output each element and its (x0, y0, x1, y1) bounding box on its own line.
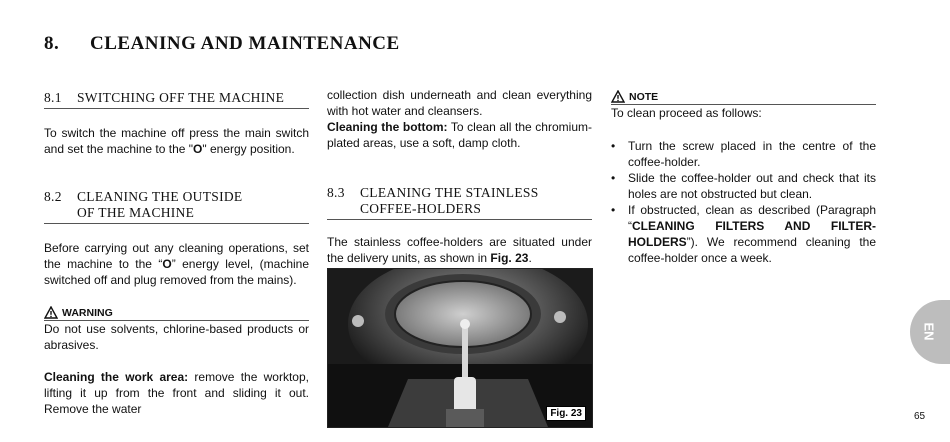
list-item: • Turn the screw placed in the centre of the coffee-holder. (611, 138, 876, 170)
warning-heading: WARNING (44, 306, 309, 321)
note-heading: NOTE (611, 90, 876, 105)
section-8-1-body: To switch the machine off press the main switch and set the machine to the "O" energy position. (44, 126, 309, 156)
chapter-title-text: CLEANING AND MAINTENANCE (90, 33, 400, 54)
column-3 (611, 90, 876, 266)
chapter-number: 8. (44, 33, 60, 54)
figure-23-label: Fig. 23 (546, 406, 586, 421)
language-tab-label: EN (921, 322, 937, 341)
coffee-holder-photo-image (328, 269, 592, 427)
column-1 (44, 90, 309, 417)
note-bullet-list (611, 138, 876, 266)
list-item: • Slide the coffee-holder out and check that its holes are not obstructed but clean. (611, 170, 876, 202)
warning-triangle-icon (44, 306, 58, 319)
note-intro: To clean proceed as follows: (611, 106, 762, 120)
note-warning-triangle-icon (611, 90, 625, 103)
language-tab (910, 300, 950, 364)
page-number: 65 (914, 411, 926, 422)
work-area-text: Cleaning the work area: remove the worktop, lifting it up from the front and sliding it out. Remove the water (44, 370, 309, 416)
section-8-1-heading: 8.1 SWITCHING OFF THE MACHINE (44, 90, 309, 109)
list-item: • If obstructed, clean as described (Paragraph “CLEANING FILTERS AND FILTER-HOLDERS”). We recommend cleaning the coffee-holder once a week. (611, 202, 876, 266)
section-8-3-heading: 8.3 CLEANING THE STAINLESS COFFEE-HOLDERS (327, 185, 592, 220)
continued-text: collection dish underneath and clean everything with hot water and cleansers. (327, 88, 592, 118)
warning-text: Do not use solvents, chlorine-based products or abrasives. (44, 322, 309, 352)
section-8-2-heading: 8.2 CLEANING THE OUTSIDE OF THE MACHINE (44, 189, 309, 224)
cleaning-bottom-text: Cleaning the bottom: To clean all the chromium-plated areas, use a soft, damp cloth. (327, 120, 592, 150)
column-2 (327, 87, 592, 266)
figure-23-photo (327, 268, 593, 428)
chapter-title (44, 33, 400, 55)
section-8-3-body: The stainless coffee-holders are situated under the delivery units, as shown in Fig. 23. (327, 235, 592, 265)
section-8-2-body: Before carrying out any cleaning operations, set the machine to the “O” energy level, (machine switched off and plug removed from the mains). (44, 241, 310, 287)
